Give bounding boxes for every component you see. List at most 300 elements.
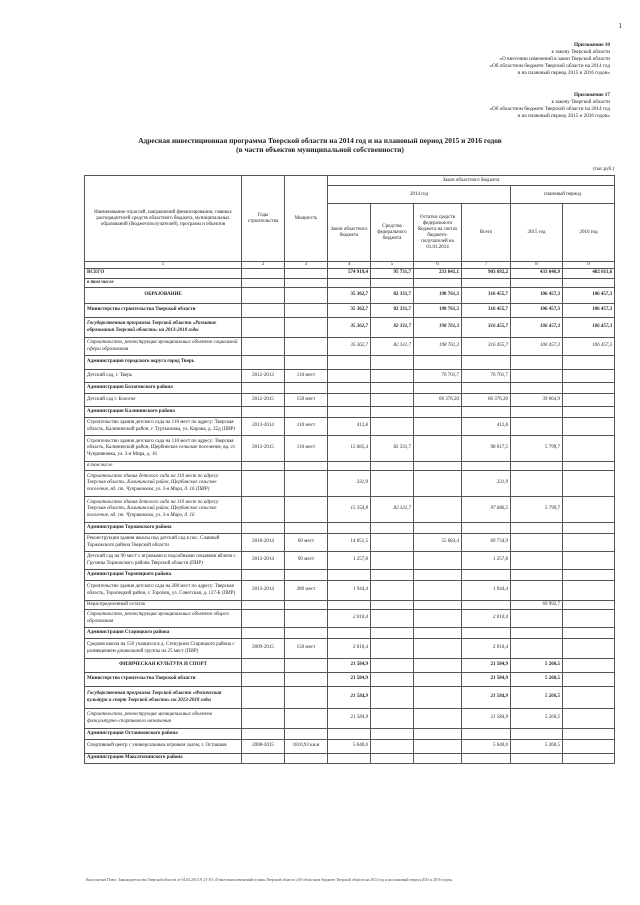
row-value-cell: [414, 471, 462, 497]
row-value-cell: 5 260,5: [511, 659, 563, 673]
row-capacity-cell: [285, 754, 328, 764]
row-name-cell: Детский сад на 90 мест с игровыми и подсобными секциями вблизи с. Грузины Торжокского района Тверской области (ПИР): [85, 552, 242, 570]
row-value-cell: [511, 570, 563, 581]
row-name-cell: Администрация Старицкого района: [85, 628, 242, 639]
row-capacity-cell: [285, 383, 328, 394]
row-value-cell: [414, 497, 462, 523]
row-name-cell: Администрация Бологовского района: [85, 383, 242, 394]
header-2016: 2016 год: [563, 204, 615, 262]
row-capacity-cell: [285, 659, 328, 673]
appendix-17-title: Приложение 17: [573, 92, 610, 98]
row-value-cell: 21 584,9: [462, 659, 511, 673]
row-value-cell: [371, 740, 414, 754]
row-years-cell: [242, 601, 285, 610]
row-capacity-cell: 110 мест: [285, 418, 328, 436]
header-total: Всего: [462, 204, 511, 262]
row-value-cell: [414, 418, 462, 436]
column-number: 3: [285, 262, 328, 269]
row-value-cell: [563, 370, 615, 383]
row-capacity-cell: [285, 709, 328, 729]
row-value-cell: 2 010,4: [328, 610, 371, 628]
row-capacity-cell: [285, 523, 328, 534]
row-value-cell: [414, 687, 462, 709]
row-value-cell: 14 051,5: [328, 534, 371, 552]
row-value-cell: 316 455,7: [462, 288, 511, 304]
row-value-cell: [414, 436, 462, 462]
row-value-cell: [414, 673, 462, 687]
row-value-cell: 21 584,9: [328, 687, 371, 709]
table-row: [85, 269, 615, 279]
document-title-line1: Адресная инвестиционная программа Тверской области на 2014 год и на плановый период 2015 и 2016 годов: [138, 136, 502, 145]
row-value-cell: [563, 628, 615, 639]
table-row: [85, 581, 615, 601]
row-value-cell: 198 761,3: [414, 318, 462, 338]
row-value-cell: [371, 601, 414, 610]
row-value-cell: [563, 570, 615, 581]
row-years-cell: [242, 687, 285, 709]
appendix-10-line: «Об областном бюджете Тверской области на 2014 год: [489, 63, 610, 69]
row-name-cell: Администрация городского округа город Тверь: [85, 356, 242, 370]
row-value-cell: [371, 370, 414, 383]
row-value-cell: [511, 534, 563, 552]
footer-note: Консультант Плюс: Законодательство Тверской области от 04.04.2014 N 21-ЗО «О внесении изменений в закон Тверской области «Об областном бюджете Тверской области на 2014 год и на плановый период 2015 и 2016 годов»: [86, 878, 453, 882]
row-value-cell: [371, 729, 414, 740]
row-value-cell: 35 362,7: [328, 304, 371, 318]
row-years-cell: [242, 610, 285, 628]
header-years: Годы строительства: [242, 176, 285, 262]
table-row: [85, 601, 615, 610]
appendix-17-line: и на плановый период 2015 и 2016 годов»: [517, 113, 610, 119]
row-value-cell: [511, 407, 563, 418]
row-value-cell: [371, 383, 414, 394]
row-value-cell: [511, 523, 563, 534]
row-value-cell: 69 992,7: [511, 601, 563, 610]
header-federal: Средства федерального бюджета: [371, 204, 414, 262]
row-value-cell: 35 362,7: [328, 338, 371, 356]
row-years-cell: 2013-2015: [242, 436, 285, 462]
row-value-cell: [511, 462, 563, 471]
investment-program-table: [84, 175, 615, 764]
row-name-cell: Нераспределенный остаток: [85, 601, 242, 610]
table-row: [85, 673, 615, 687]
row-years-cell: [242, 729, 285, 740]
row-years-cell: 2012-2015: [242, 394, 285, 407]
row-value-cell: [511, 581, 563, 601]
row-value-cell: 82 331,7: [371, 436, 414, 462]
row-value-cell: [462, 570, 511, 581]
row-value-cell: 95 731,7: [371, 269, 414, 279]
row-capacity-cell: 60 мест: [285, 534, 328, 552]
row-value-cell: 1 944,4: [328, 581, 371, 601]
row-value-cell: [563, 639, 615, 659]
header-balances: Остатки средств федерального бюджета на счетах бюджето-получателей на 01.01.2014: [414, 204, 462, 262]
header-2015: 2015 год: [511, 204, 563, 262]
row-value-cell: 82 331,7: [371, 338, 414, 356]
table-row: [85, 639, 615, 659]
row-value-cell: [414, 581, 462, 601]
row-value-cell: [371, 581, 414, 601]
row-years-cell: [242, 471, 285, 497]
row-value-cell: 106 457,3: [511, 288, 563, 304]
row-capacity-cell: [285, 610, 328, 628]
row-value-cell: [563, 497, 615, 523]
row-value-cell: [563, 687, 615, 709]
row-capacity-cell: [285, 304, 328, 318]
row-value-cell: 2 010,4: [462, 610, 511, 628]
row-value-cell: [414, 279, 462, 288]
row-value-cell: [328, 729, 371, 740]
row-value-cell: [563, 418, 615, 436]
row-value-cell: 2 010,4: [328, 639, 371, 659]
row-value-cell: [511, 383, 563, 394]
row-value-cell: 331,9: [462, 471, 511, 497]
row-capacity-cell: 280 мест: [285, 581, 328, 601]
table-row: [85, 304, 615, 318]
row-value-cell: 21 584,9: [462, 673, 511, 687]
appendix-10-title: Приложение 10: [573, 42, 610, 48]
row-value-cell: [414, 659, 462, 673]
row-capacity-cell: 110 мест: [285, 370, 328, 383]
row-name-cell: Администрация Осташковского района: [85, 729, 242, 740]
row-value-cell: [563, 407, 615, 418]
row-value-cell: 15 685,4: [328, 436, 371, 462]
row-value-cell: [462, 601, 511, 610]
row-capacity-cell: [285, 462, 328, 471]
row-value-cell: 412,8: [462, 418, 511, 436]
row-value-cell: 5 260,5: [511, 673, 563, 687]
row-value-cell: [563, 581, 615, 601]
appendix-17-line: к закону Тверской области: [551, 99, 610, 105]
row-name-cell: Детский сад, г. Тверь: [85, 370, 242, 383]
table-row: [85, 740, 615, 754]
row-name-cell: ОБРАЗОВАНИЕ: [85, 288, 242, 304]
row-value-cell: [371, 534, 414, 552]
row-value-cell: 39 664,9: [511, 394, 563, 407]
row-value-cell: [371, 418, 414, 436]
row-years-cell: [242, 659, 285, 673]
row-name-cell: Государственная программа Тверской области «Развитие образования Тверской области» на 2013-2018 годы: [85, 318, 242, 338]
row-name-cell: Строительство здания детского сада на 110 мест по адресу: Тверская область, Калининский район, Щербинское сельское поселение, вд. ст. Чуприяновка, ул. 3-я Мира, д. 16: [85, 436, 242, 462]
table-row: [85, 407, 615, 418]
row-value-cell: 66 376,20: [462, 394, 511, 407]
row-name-cell: в том числе: [85, 279, 242, 288]
row-value-cell: 1 257,8: [328, 552, 371, 570]
row-capacity-cell: [285, 601, 328, 610]
row-value-cell: [462, 407, 511, 418]
row-value-cell: [371, 279, 414, 288]
row-value-cell: 106 457,3: [563, 318, 615, 338]
row-value-cell: 15 354,8: [328, 497, 371, 523]
row-value-cell: [328, 462, 371, 471]
row-capacity-cell: [285, 687, 328, 709]
table-row: [85, 418, 615, 436]
row-capacity-cell: 1810,93 кв.м: [285, 740, 328, 754]
row-value-cell: 5 640,0: [462, 740, 511, 754]
table-row: [85, 709, 615, 729]
column-number: 4: [328, 262, 371, 269]
header-capacity: Мощность: [285, 176, 328, 262]
row-value-cell: [328, 279, 371, 288]
column-number: 9: [563, 262, 615, 269]
row-capacity-cell: 90 мест: [285, 552, 328, 570]
appendix-10-line: к закону Тверской области: [551, 49, 610, 55]
row-value-cell: [414, 639, 462, 659]
row-value-cell: [511, 370, 563, 383]
row-value-cell: 35 362,7: [328, 318, 371, 338]
row-value-cell: [511, 471, 563, 497]
row-years-cell: [242, 407, 285, 418]
row-value-cell: 5 799,7: [511, 436, 563, 462]
row-years-cell: [242, 356, 285, 370]
appendix-17-line: «Об областном бюджете Тверской области на 2014 год: [489, 106, 610, 112]
appendix-10-line: «О внесении изменений в закон Тверской области: [499, 56, 610, 62]
row-capacity-cell: [285, 497, 328, 523]
row-value-cell: 21 584,9: [462, 687, 511, 709]
row-value-cell: [328, 628, 371, 639]
row-value-cell: [414, 601, 462, 610]
row-value-cell: [414, 570, 462, 581]
row-value-cell: [563, 436, 615, 462]
row-value-cell: [462, 383, 511, 394]
appendix-17-block: [490, 92, 610, 120]
row-name-cell: Администрация Максатихинского района: [85, 754, 242, 764]
table-row: [85, 370, 615, 383]
row-value-cell: [511, 552, 563, 570]
row-value-cell: [414, 552, 462, 570]
row-value-cell: [511, 356, 563, 370]
unit-label: (тыс.руб.): [592, 167, 614, 172]
row-value-cell: 76 701,7: [414, 370, 462, 383]
row-name-cell: ФИЗИЧЕСКАЯ КУЛЬТУРА И СПОРТ: [85, 659, 242, 673]
header-planned: плановый период: [511, 186, 615, 204]
row-value-cell: 21 584,9: [328, 659, 371, 673]
row-value-cell: [371, 407, 414, 418]
row-value-cell: 198 761,3: [414, 304, 462, 318]
column-number: 8: [511, 262, 563, 269]
row-value-cell: [371, 754, 414, 764]
row-name-cell: Строительство здания детского сада на 110 мест по адресу: Тверская область, Калининский район, г. Туртыновка, ул. Кирова, д. 22д (ПИР): [85, 418, 242, 436]
row-value-cell: [563, 610, 615, 628]
column-number: 6: [414, 262, 462, 269]
row-value-cell: [462, 628, 511, 639]
row-value-cell: [563, 552, 615, 570]
column-number: 2: [242, 262, 285, 269]
row-value-cell: 1 944,4: [462, 581, 511, 601]
row-value-cell: [511, 639, 563, 659]
row-value-cell: [371, 523, 414, 534]
row-value-cell: [563, 471, 615, 497]
row-value-cell: 574 919,4: [328, 269, 371, 279]
row-value-cell: [328, 601, 371, 610]
row-capacity-cell: [285, 471, 328, 497]
row-name-cell: Средняя школа на 150 учащихся в д. Степурино Старицкого района с размещением дошкольной группы на 25 мест (ПИР): [85, 639, 242, 659]
row-years-cell: [242, 462, 285, 471]
row-capacity-cell: [285, 356, 328, 370]
row-capacity-cell: [285, 318, 328, 338]
row-value-cell: 5 799,7: [511, 497, 563, 523]
row-years-cell: [242, 523, 285, 534]
row-value-cell: 21 584,9: [328, 709, 371, 729]
row-value-cell: 106 457,3: [563, 338, 615, 356]
row-value-cell: [563, 534, 615, 552]
row-value-cell: 106 457,3: [511, 338, 563, 356]
row-value-cell: [563, 394, 615, 407]
row-name-cell: Строительство, реконструкция муниципальных объектов общего образования: [85, 610, 242, 628]
row-value-cell: [371, 709, 414, 729]
row-years-cell: [242, 279, 285, 288]
row-value-cell: [328, 407, 371, 418]
table-row: [85, 497, 615, 523]
row-value-cell: [462, 279, 511, 288]
row-value-cell: [462, 356, 511, 370]
row-value-cell: 903 692,2: [462, 269, 511, 279]
row-value-cell: 97 686,5: [462, 497, 511, 523]
row-value-cell: [371, 462, 414, 471]
header-regional: Закон областного бюджета: [328, 204, 371, 262]
table-row: [85, 523, 615, 534]
row-value-cell: [371, 570, 414, 581]
row-value-cell: 2 010,4: [462, 639, 511, 659]
table-row: [85, 534, 615, 552]
row-value-cell: [511, 628, 563, 639]
column-number: 7: [462, 262, 511, 269]
column-number: 1: [85, 262, 242, 269]
row-value-cell: 316 455,7: [462, 318, 511, 338]
row-capacity-cell: [285, 570, 328, 581]
row-capacity-cell: [285, 288, 328, 304]
row-value-cell: 412,8: [328, 418, 371, 436]
row-value-cell: 5 260,5: [511, 740, 563, 754]
row-value-cell: [462, 754, 511, 764]
row-years-cell: 2013-2014: [242, 581, 285, 601]
row-value-cell: [563, 462, 615, 471]
table-row: [85, 570, 615, 581]
table-row: [85, 729, 615, 740]
row-value-cell: 82 331,7: [371, 304, 414, 318]
row-years-cell: 2008-2015: [242, 740, 285, 754]
row-value-cell: 82 331,7: [371, 318, 414, 338]
row-capacity-cell: [285, 407, 328, 418]
row-value-cell: 5 260,5: [511, 709, 563, 729]
row-value-cell: [414, 523, 462, 534]
row-name-cell: Строительство, реконструкция муниципальных объектов социальной сферы образования: [85, 338, 242, 356]
row-value-cell: [371, 639, 414, 659]
table-row: [85, 279, 615, 288]
row-value-cell: [371, 356, 414, 370]
row-years-cell: 2013-2014: [242, 418, 285, 436]
row-capacity-cell: 110 мест: [285, 436, 328, 462]
table-row: [85, 659, 615, 673]
row-value-cell: [563, 383, 615, 394]
row-value-cell: 82 331,7: [371, 288, 414, 304]
row-name-cell: Спортивный центр с универсальным игровым залом, г. Осташков: [85, 740, 242, 754]
table-row: [85, 318, 615, 338]
row-capacity-cell: [285, 729, 328, 740]
row-value-cell: [371, 394, 414, 407]
row-name-cell: Администрация Торопецкого района: [85, 570, 242, 581]
row-value-cell: [563, 673, 615, 687]
page-number: 1: [618, 22, 622, 30]
row-value-cell: [414, 628, 462, 639]
row-name-cell: Администрация Калининского района: [85, 407, 242, 418]
row-value-cell: [328, 523, 371, 534]
row-years-cell: 2009-2015: [242, 639, 285, 659]
table-row: [85, 383, 615, 394]
row-value-cell: [371, 659, 414, 673]
row-value-cell: [462, 729, 511, 740]
row-value-cell: [371, 673, 414, 687]
row-value-cell: 106 457,3: [511, 304, 563, 318]
row-name-cell: Строительство, реконструкция муниципальных объектов физкультурно-спортивного назначения: [85, 709, 242, 729]
row-value-cell: [328, 570, 371, 581]
row-value-cell: 331,9: [328, 471, 371, 497]
row-value-cell: [328, 383, 371, 394]
row-capacity-cell: [285, 279, 328, 288]
row-value-cell: [563, 754, 615, 764]
row-value-cell: [414, 740, 462, 754]
row-value-cell: [414, 729, 462, 740]
row-value-cell: 76 701,7: [462, 370, 511, 383]
row-value-cell: [563, 709, 615, 729]
row-value-cell: [563, 740, 615, 754]
row-name-cell: Администрация Торжокского района: [85, 523, 242, 534]
row-value-cell: 106 457,3: [563, 288, 615, 304]
row-value-cell: 316 455,7: [462, 304, 511, 318]
row-value-cell: [511, 279, 563, 288]
header-budget-total: Закон областного бюджета: [328, 176, 615, 186]
table-row: [85, 338, 615, 356]
row-name-cell: Государственная программа Тверской области «Физическая культура и спорт Тверской области» на 2013-2018 годы: [85, 687, 242, 709]
row-years-cell: [242, 628, 285, 639]
row-value-cell: 66 376,20: [414, 394, 462, 407]
appendix-10-block: [490, 42, 610, 77]
row-value-cell: [563, 279, 615, 288]
row-value-cell: [511, 754, 563, 764]
table-row: [85, 687, 615, 709]
row-years-cell: [242, 673, 285, 687]
row-name-cell: Строительство здания детского сада на 110 мест по адресу: Тверская область, Калининский район, Щербинское сельское поселение, вд. ст. Чуприяновка, ул. 3-я Мира, д. 16: [85, 497, 242, 523]
row-years-cell: [242, 269, 285, 279]
row-value-cell: [563, 659, 615, 673]
row-value-cell: 106 457,3: [511, 318, 563, 338]
row-value-cell: [563, 523, 615, 534]
row-years-cell: [242, 570, 285, 581]
table-row: [85, 436, 615, 462]
row-value-cell: 482 011,6: [563, 269, 615, 279]
row-years-cell: 2013-2014: [242, 552, 285, 570]
row-value-cell: [414, 754, 462, 764]
row-years-cell: 2012-2013: [242, 370, 285, 383]
row-value-cell: 5 260,5: [511, 687, 563, 709]
table-row: [85, 462, 615, 471]
column-number: 5: [371, 262, 414, 269]
row-capacity-cell: [285, 269, 328, 279]
row-value-cell: 233 041,1: [414, 269, 462, 279]
header-name: Наименование отраслей, направлений финансирования, главных распорядителей средств областного бюджета, муниципальных образований (бюджетополучателей), программ и объектов: [85, 176, 242, 262]
row-name-cell: Министерство строительства Тверской области: [85, 304, 242, 318]
row-value-cell: 198 761,3: [414, 338, 462, 356]
row-value-cell: 106 457,3: [563, 304, 615, 318]
row-value-cell: [328, 394, 371, 407]
table-row: [85, 552, 615, 570]
document-title: [0, 136, 640, 154]
row-years-cell: 2010-2014: [242, 534, 285, 552]
row-name-cell: Строительство здания детского сада на 110 мест по адресу: Тверская область, Калининский район, Щербинское сельское поселение, вд. ст. Чуприяновка, ул. 3-я Мира, д. 16 (ПИР): [85, 471, 242, 497]
row-value-cell: [328, 370, 371, 383]
row-value-cell: 82 331,7: [371, 497, 414, 523]
row-value-cell: [371, 687, 414, 709]
row-value-cell: [414, 709, 462, 729]
